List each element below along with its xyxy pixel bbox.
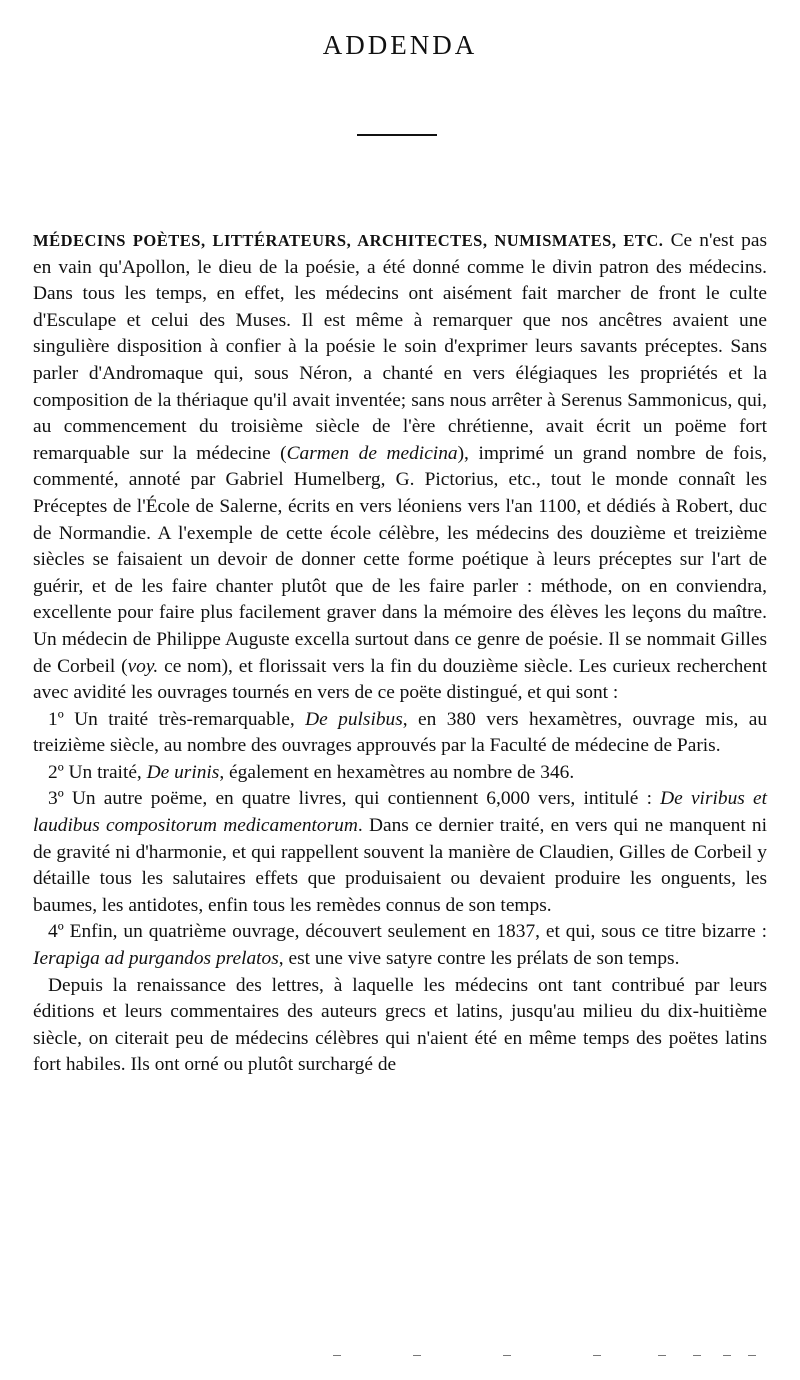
item3-lead: 3º Un autre poëme, en quatre livres, qui contiennent 6,000 vers, intitulé : — [48, 788, 661, 810]
title-rule — [357, 134, 437, 136]
paragraph-intro — [33, 228, 767, 707]
intro-text-2: ), imprimé un grand nombre de fois, commenté, annoté par Gabriel Humelberg, G. Pictorius, etc., tout le monde connaît les Préceptes de l'École de Salerne, écrits en vers léoniens vers l'an 1100, et dédiés à Robert, duc de Normandie. A l'exemple de cette école célèbre, les médecins des douzième et treizième siècles se faisaient un devoir de donner cette forme poétique à leurs préceptes sur l'art de guérir, et de les faire chanter plutôt que de les faire parler : méthode, on en conviendra, excellente pour faire plus facilement graver dans la mémoire des élèves les leçons du maître. Un médecin de Philippe Auguste excella surtout dans ce genre de poésie. Il se nommait Gilles de Corbeil ( — [33, 442, 767, 677]
list-item-2 — [33, 760, 767, 787]
intro-text-3: ce nom), et florissait vers la fin du douzième siècle. Les curieux recherchent avec avidité les ouvrages tournés en vers de ce poëte distingué, et qui sont : — [33, 655, 767, 704]
item1-lead: 1º Un traité très-remarquable, — [48, 708, 306, 730]
article-body — [33, 228, 767, 1079]
item4-title: Ierapiga ad purgandos prelatos — [33, 948, 279, 970]
intro-text-1: Ce n'est pas en vain qu'Apollon, le dieu de la poésie, a été donné comme le divin patron des médecins. Dans tous les temps, en effet, les médecins ont aisément fait marcher de front le culte d'Esculape et celui des Muses. Il est même à remarquer que nos ancêtres avaient une singulière disposition à confier à la poésie le soin d'exprimer leurs savants préceptes. Sans parler d'Andromaque qui, sous Néron, a chanté en vers élégiaques les propriétés et la composition de la thériaque qu'il avait inventée; sans nous arrêter à Serenus Sammonicus, qui, au commencement du troisième siècle de l'ère chrétienne, avait écrit un poëme fort remarquable sur la médecine ( — [33, 230, 767, 464]
item2-lead: 2º Un traité, — [48, 761, 147, 783]
item4-rest: , est une vive satyre contre les prélats de son temps. — [278, 948, 680, 970]
paragraph-final: Depuis la renaissance des lettres, à laquelle les médecins ont tant contribué par leurs éditions et leurs commentaires des auteurs grecs et latins, jusqu'au milieu du dix-huitième siècle, on citerait peu de médecins célèbres qui n'aient été en même temps des poëtes latins fort habiles. Ils ont orné ou plutôt surchargé de — [33, 974, 767, 1076]
item1-title: De pulsibus — [305, 708, 403, 730]
intro-title-carmen: Carmen de medicina — [286, 442, 458, 464]
item3-rest: . Dans ce dernier traité, en vers qui ne manquent ni de gravité ni d'harmonie, et qui rappellent souvent la manière de Claudien, Gilles de Corbeil y détaille tous les salutaires effets que produisaient ou devaient produire les onguents, les baumes, les antidotes, enfin tous les remèdes connus de son temps. — [33, 815, 768, 916]
footer-rule — [33, 1355, 767, 1359]
item1-rest: , en 380 vers hexamètres, ouvrage mis, au treizième siècle, au nombre des ouvrages approuvés par la Faculté de médecine de Paris. — [33, 708, 768, 757]
list-item-4 — [33, 919, 767, 972]
list-item-1 — [33, 707, 767, 760]
list-item-3 — [33, 786, 767, 919]
section-heading: MÉDECINS POÈTES, LITTÉRATEURS, ARCHITECTES, NUMISMATES, ETC. — [33, 231, 664, 250]
item2-title: De urinis — [146, 761, 220, 783]
page-title: ADDENDA — [322, 30, 478, 60]
intro-abbr-voy: voy. — [127, 655, 159, 677]
item3-title: De viribus et laudibus compositorum medicamentorum — [33, 788, 767, 837]
item2-rest: , également en hexamètres au nombre de 346. — [219, 761, 575, 783]
item4-lead: 4º Enfin, un quatrième ouvrage, découvert seulement en 1837, et qui, sous ce titre bizarre : — [48, 921, 767, 943]
